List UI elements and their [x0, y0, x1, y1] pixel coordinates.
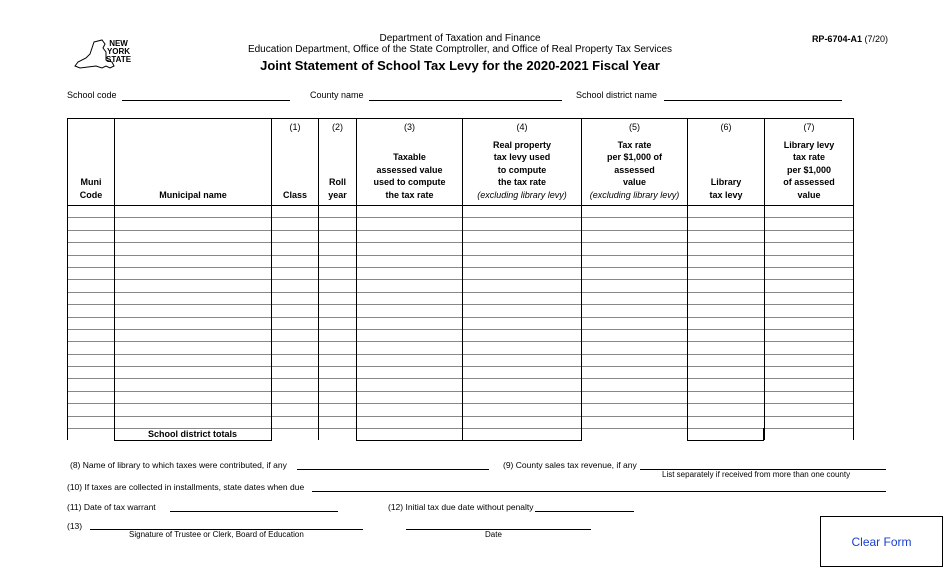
table-cell[interactable] [319, 342, 357, 354]
table-cell[interactable] [765, 243, 854, 255]
header-municipal-name: Municipal name [115, 119, 272, 206]
table-cell[interactable] [688, 267, 765, 279]
table-cell[interactable] [68, 342, 115, 354]
initial-due-date-field[interactable] [535, 511, 634, 512]
table-cell[interactable] [115, 329, 272, 341]
line-10-label: (10) If taxes are collected in installments, state dates when due [67, 482, 305, 492]
table-cell[interactable] [357, 243, 463, 255]
school-district-totals-label: School district totals [147, 429, 237, 439]
school-district-name-field[interactable] [664, 100, 842, 101]
table-cell[interactable] [319, 329, 357, 341]
table-cell[interactable] [688, 416, 765, 428]
table-cell[interactable] [115, 267, 272, 279]
table-cell[interactable] [357, 230, 463, 242]
table-cell[interactable] [357, 267, 463, 279]
table-row [68, 329, 854, 341]
table-cell[interactable] [765, 230, 854, 242]
table-cell[interactable] [319, 218, 357, 230]
table-cell[interactable] [357, 206, 463, 218]
table-cell[interactable] [765, 280, 854, 292]
logo-text-new: NEW [109, 39, 128, 48]
table-cell[interactable] [319, 391, 357, 403]
table-cell[interactable] [765, 391, 854, 403]
table-cell[interactable] [688, 218, 765, 230]
department-line: Department of Taxation and Finance [379, 33, 541, 44]
table-cell[interactable] [765, 305, 854, 317]
table-cell[interactable] [765, 416, 854, 428]
table-cell[interactable] [582, 404, 688, 416]
table-cell[interactable] [272, 292, 319, 304]
table-cell[interactable] [765, 206, 854, 218]
table-cell[interactable] [272, 230, 319, 242]
table-cell[interactable] [688, 367, 765, 379]
table-row [68, 305, 854, 317]
table-cell[interactable] [582, 280, 688, 292]
departments-line: Education Department, Office of the State Comptroller, and Office of Real Property Tax Services [247, 44, 673, 55]
county-name-label: County name [310, 90, 364, 100]
installment-dates-field[interactable] [312, 491, 886, 492]
totals-col3-4-field[interactable] [356, 428, 582, 441]
table-cell[interactable] [319, 267, 357, 279]
table-cell[interactable] [765, 255, 854, 267]
table-row [68, 292, 854, 304]
table-cell[interactable] [319, 379, 357, 391]
table-row [68, 243, 854, 255]
table-cell[interactable] [68, 354, 115, 366]
table-row [68, 218, 854, 230]
table-cell[interactable] [272, 354, 319, 366]
county-name-field[interactable] [369, 100, 562, 101]
table-cell[interactable] [272, 429, 319, 441]
table-row [68, 367, 854, 379]
table-cell[interactable] [688, 329, 765, 341]
line-11-label: (11) Date of tax warrant [67, 502, 156, 512]
table-cell[interactable] [463, 342, 582, 354]
table-cell[interactable] [115, 218, 272, 230]
table-cell[interactable] [463, 305, 582, 317]
table-row [68, 379, 854, 391]
table-row [68, 391, 854, 403]
table-cell[interactable] [115, 342, 272, 354]
table-cell[interactable] [115, 391, 272, 403]
table-cell[interactable] [272, 367, 319, 379]
form-version: (7/20) [864, 34, 888, 44]
table-cell[interactable] [688, 404, 765, 416]
table-cell[interactable] [115, 292, 272, 304]
line-13-label: (13) [67, 521, 83, 531]
school-code-field[interactable] [122, 100, 290, 101]
table-cell[interactable] [115, 206, 272, 218]
header-class: (1) Class [272, 119, 319, 206]
table-cell[interactable] [582, 230, 688, 242]
table-cell[interactable] [319, 305, 357, 317]
table-cell[interactable] [115, 230, 272, 242]
table-cell[interactable] [68, 404, 115, 416]
table-cell[interactable] [272, 305, 319, 317]
table-cell[interactable] [688, 206, 765, 218]
table-cell[interactable] [115, 305, 272, 317]
table-cell[interactable] [765, 292, 854, 304]
table-cell[interactable] [582, 267, 688, 279]
ny-state-logo [72, 38, 136, 78]
table-row [68, 255, 854, 267]
table-cell[interactable] [319, 230, 357, 242]
table-cell[interactable] [765, 218, 854, 230]
table-cell[interactable] [765, 329, 854, 341]
table-cell[interactable] [115, 243, 272, 255]
table-row [68, 354, 854, 366]
table-cell[interactable] [272, 206, 319, 218]
table-cell[interactable] [765, 429, 854, 441]
table-cell[interactable] [357, 404, 463, 416]
table-cell[interactable] [319, 354, 357, 366]
table-cell[interactable] [68, 305, 115, 317]
table-cell[interactable] [272, 329, 319, 341]
table-cell[interactable] [319, 429, 357, 441]
table-cell[interactable] [68, 206, 115, 218]
table-cell[interactable] [357, 255, 463, 267]
table-cell[interactable] [319, 243, 357, 255]
table-cell[interactable] [688, 255, 765, 267]
table-cell[interactable] [688, 354, 765, 366]
table-cell[interactable] [688, 379, 765, 391]
table-row [68, 404, 854, 416]
table-row [68, 267, 854, 279]
table-cell[interactable] [582, 255, 688, 267]
library-name-field[interactable] [297, 469, 489, 470]
logo-text-york: YORK [106, 47, 131, 56]
table-cell[interactable] [688, 230, 765, 242]
table-cell[interactable] [582, 416, 688, 428]
table-cell[interactable] [115, 367, 272, 379]
form-number [812, 34, 888, 44]
table-cell[interactable] [582, 379, 688, 391]
table-cell[interactable] [272, 317, 319, 329]
table-cell[interactable] [357, 354, 463, 366]
table-cell[interactable] [272, 391, 319, 403]
table-cell[interactable] [765, 317, 854, 329]
table-cell[interactable] [68, 243, 115, 255]
table-cell[interactable] [319, 206, 357, 218]
header-taxable-assessed-value: (3) Taxable assessed value used to compute the tax rate [357, 119, 463, 206]
table-cell[interactable] [68, 329, 115, 341]
table-row [68, 317, 854, 329]
table-cell[interactable] [463, 280, 582, 292]
table-cell[interactable] [319, 255, 357, 267]
table-cell[interactable] [357, 342, 463, 354]
table-cell[interactable] [272, 416, 319, 428]
table-cell[interactable] [582, 429, 688, 441]
table-cell[interactable] [357, 292, 463, 304]
table-cell[interactable] [68, 367, 115, 379]
table-cell[interactable] [765, 342, 854, 354]
table-cell[interactable] [765, 367, 854, 379]
table-cell[interactable] [463, 267, 582, 279]
table-cell[interactable] [115, 280, 272, 292]
table-cell[interactable] [115, 255, 272, 267]
table-cell[interactable] [582, 354, 688, 366]
table-cell[interactable] [688, 292, 765, 304]
table-cell[interactable] [357, 317, 463, 329]
table-cell[interactable] [688, 280, 765, 292]
table-cell[interactable] [463, 317, 582, 329]
table-cell[interactable] [688, 317, 765, 329]
table-cell[interactable] [463, 367, 582, 379]
table-cell[interactable] [582, 292, 688, 304]
table-row [68, 342, 854, 354]
table-cell[interactable] [688, 243, 765, 255]
table-cell[interactable] [463, 404, 582, 416]
table-cell[interactable] [272, 267, 319, 279]
table-cell[interactable] [357, 391, 463, 403]
table-cell[interactable] [68, 416, 115, 428]
table-cell[interactable] [582, 243, 688, 255]
table-cell[interactable] [463, 379, 582, 391]
table-cell[interactable] [272, 218, 319, 230]
table-cell[interactable] [319, 367, 357, 379]
table-cell[interactable] [463, 243, 582, 255]
table-cell[interactable] [582, 391, 688, 403]
table-cell[interactable] [319, 280, 357, 292]
table-cell[interactable] [582, 317, 688, 329]
table-cell[interactable] [68, 218, 115, 230]
table-cell[interactable] [357, 367, 463, 379]
table-cell[interactable] [319, 404, 357, 416]
table-cell[interactable] [272, 243, 319, 255]
table-cell[interactable] [688, 305, 765, 317]
table-cell[interactable] [463, 230, 582, 242]
table-cell[interactable] [357, 280, 463, 292]
table-row [68, 230, 854, 242]
table-cell[interactable] [272, 379, 319, 391]
date-label: Date [485, 530, 502, 539]
table-row [68, 416, 854, 428]
table-cell[interactable] [463, 354, 582, 366]
table-cell[interactable] [582, 367, 688, 379]
table-row [68, 206, 854, 218]
table-cell[interactable] [765, 354, 854, 366]
signature-label: Signature of Trustee or Clerk, Board of Education [129, 530, 304, 539]
line-9-note: List separately if received from more than one county [662, 470, 851, 479]
table-cell[interactable] [272, 342, 319, 354]
table-cell[interactable] [68, 255, 115, 267]
line-8-label: (8) Name of library to which taxes were contributed, if any [70, 460, 287, 470]
table-row [68, 280, 854, 292]
table-cell[interactable] [463, 416, 582, 428]
table-cell[interactable] [463, 218, 582, 230]
table-cell[interactable] [357, 305, 463, 317]
logo-text-state: STATE [106, 55, 132, 64]
table-cell[interactable] [68, 317, 115, 329]
tax-warrant-date-field[interactable] [170, 511, 338, 512]
table-cell[interactable] [68, 391, 115, 403]
page-title: Joint Statement of School Tax Levy for the 2020-2021 Fiscal Year [260, 58, 660, 73]
school-code-label: School code [67, 90, 117, 100]
line-9-label: (9) County sales tax revenue, if any [503, 460, 637, 470]
table-cell[interactable] [319, 292, 357, 304]
table-cell[interactable] [68, 267, 115, 279]
header-library-levy-tax-rate: (7) Library levy tax rate per $1,000 of assessed value [765, 119, 854, 206]
table-cell[interactable] [68, 230, 115, 242]
table-cell[interactable] [765, 404, 854, 416]
table-cell[interactable] [357, 218, 463, 230]
clear-form-button[interactable]: Clear Form [820, 516, 943, 567]
table-cell[interactable] [463, 329, 582, 341]
table-cell[interactable] [582, 218, 688, 230]
line-12-label: (12) Initial tax due date without penalty [388, 502, 534, 512]
table-cell[interactable] [357, 329, 463, 341]
table-cell[interactable] [463, 255, 582, 267]
table-cell[interactable] [582, 206, 688, 218]
table-cell[interactable] [582, 305, 688, 317]
levy-table [67, 118, 854, 440]
form-id: RP-6704-A1 [811, 34, 862, 44]
table-cell[interactable] [115, 379, 272, 391]
table-cell[interactable] [688, 391, 765, 403]
table-cell[interactable] [357, 379, 463, 391]
school-district-name-label: School district name [576, 90, 658, 100]
table-cell[interactable] [68, 429, 115, 441]
table-cell[interactable] [68, 379, 115, 391]
table-cell[interactable] [582, 342, 688, 354]
table-cell[interactable] [68, 280, 115, 292]
table-cell[interactable] [272, 255, 319, 267]
table-cell[interactable] [115, 404, 272, 416]
header-roll-year: (2) Roll year [319, 119, 357, 206]
table-cell[interactable] [582, 329, 688, 341]
header-tax-rate: (5) Tax rate per $1,000 of assessed value (excluding library levy) [582, 119, 688, 206]
table-cell[interactable] [688, 342, 765, 354]
table-cell[interactable] [272, 404, 319, 416]
table-cell[interactable] [272, 280, 319, 292]
totals-library-levy-field[interactable] [687, 428, 764, 441]
table-cell[interactable] [765, 267, 854, 279]
header-real-property-tax-levy: (4) Real property tax levy used to compute the tax rate (excluding library levy) [463, 119, 582, 206]
table-cell[interactable] [115, 354, 272, 366]
table-cell[interactable] [463, 206, 582, 218]
table-cell[interactable] [319, 416, 357, 428]
table-cell[interactable] [115, 317, 272, 329]
table-cell[interactable] [463, 292, 582, 304]
table-cell[interactable] [115, 416, 272, 428]
table-cell[interactable] [765, 379, 854, 391]
table-cell[interactable] [319, 317, 357, 329]
header-library-tax-levy: (6) Library tax levy [688, 119, 765, 206]
table-cell[interactable] [68, 292, 115, 304]
table-cell[interactable] [463, 391, 582, 403]
table-cell[interactable] [357, 416, 463, 428]
header-muni-code: Muni Code [68, 119, 115, 206]
